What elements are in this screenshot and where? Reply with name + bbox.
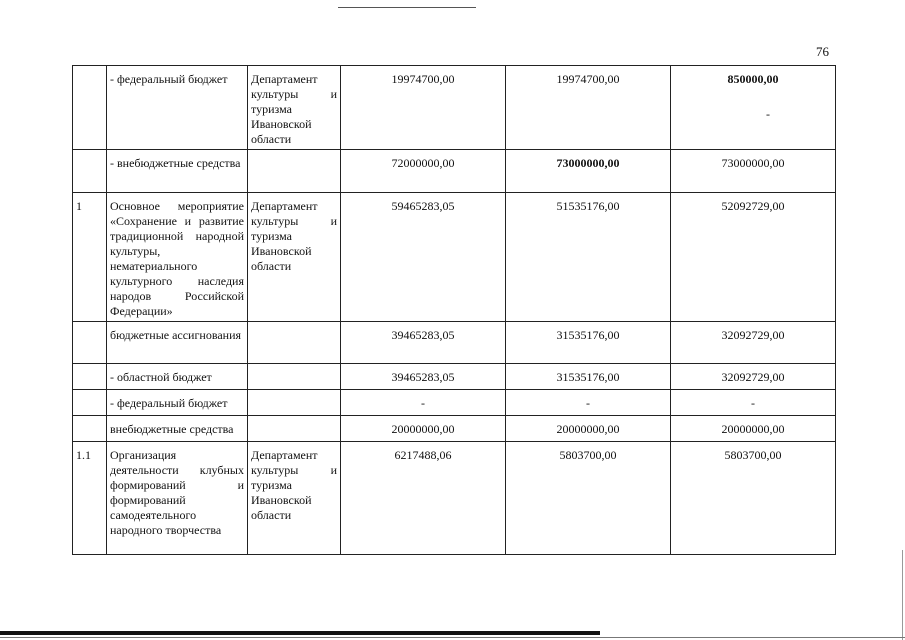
value-cell-3: 32092729,00 (671, 364, 836, 390)
value-cell-1: 19974700,00 (341, 66, 506, 150)
bottom-scan-line (0, 637, 905, 638)
row-executor-cell (248, 322, 341, 364)
value-cell-2: 51535176,00 (506, 193, 671, 322)
value-cell-3: 5803700,00 (671, 442, 836, 555)
table-row (73, 416, 836, 442)
value-cell-1: 72000000,00 (341, 150, 506, 193)
value-cell-2: 31535176,00 (506, 364, 671, 390)
table-row (73, 390, 836, 416)
top-rule (338, 7, 476, 8)
value-cell-1: 59465283,05 (341, 193, 506, 322)
table-row (73, 364, 836, 390)
row-executor-cell: Департамент культуры и туризма Ивановской области (248, 442, 341, 555)
row-name-cell: - внебюджетные средства (107, 150, 248, 193)
row-name-cell: Организация деятельности клубных формирований и формирований самодеятельного народного творчества (107, 442, 248, 555)
row-number-cell (73, 150, 107, 193)
row-name-cell: бюджетные ассигнования (107, 322, 248, 364)
row-executor-cell (248, 150, 341, 193)
value-cell-2: 73000000,00 (506, 150, 671, 193)
row-executor-cell (248, 364, 341, 390)
row-number-cell (73, 322, 107, 364)
bottom-scan-bar (0, 631, 600, 635)
value-cell-3-note: - (766, 107, 770, 121)
row-executor-cell (248, 416, 341, 442)
table-row (73, 322, 836, 364)
value-cell-2: 31535176,00 (506, 322, 671, 364)
value-cell-3 (671, 66, 836, 150)
row-number-cell (73, 390, 107, 416)
page-number: 76 (816, 44, 829, 59)
value-cell-2: 19974700,00 (506, 66, 671, 150)
row-executor-cell: Департамент культуры и туризма Ивановской области (248, 66, 341, 150)
table-row (73, 150, 836, 193)
value-cell-3: - (671, 390, 836, 416)
value-cell-1: - (341, 390, 506, 416)
value-cell-2: - (506, 390, 671, 416)
value-cell-1: 6217488,06 (341, 442, 506, 555)
value-cell-3: 32092729,00 (671, 322, 836, 364)
row-name-cell: Основное мероприятие «Сохранение и развитие традиционной народной культуры, нематериального культурного наследия народов Российской Федерации» (107, 193, 248, 322)
scan-edge-line (902, 550, 903, 640)
value-cell-3: 20000000,00 (671, 416, 836, 442)
value-cell-1: 39465283,05 (341, 322, 506, 364)
value-cell-2: 5803700,00 (506, 442, 671, 555)
row-number-cell (73, 416, 107, 442)
budget-table (72, 65, 836, 555)
row-number-cell (73, 66, 107, 150)
row-name-cell: - областной бюджет (107, 364, 248, 390)
value-cell-1: 39465283,05 (341, 364, 506, 390)
row-name-cell: - федеральный бюджет (107, 66, 248, 150)
value-cell-3-amount: 850000,00 (727, 72, 779, 86)
table-row (73, 66, 836, 150)
row-executor-cell: Департамент культуры и туризма Ивановской области (248, 193, 341, 322)
value-cell-2: 20000000,00 (506, 416, 671, 442)
row-name-cell: внебюджетные средства (107, 416, 248, 442)
row-number-cell (73, 364, 107, 390)
row-name-cell: - федеральный бюджет (107, 390, 248, 416)
row-number-cell: 1 (73, 193, 107, 322)
value-cell-3: 73000000,00 (671, 150, 836, 193)
row-executor-cell (248, 390, 341, 416)
value-cell-1: 20000000,00 (341, 416, 506, 442)
value-cell-3: 52092729,00 (671, 193, 836, 322)
table-row (73, 442, 836, 555)
table-row (73, 193, 836, 322)
row-number-cell: 1.1 (73, 442, 107, 555)
